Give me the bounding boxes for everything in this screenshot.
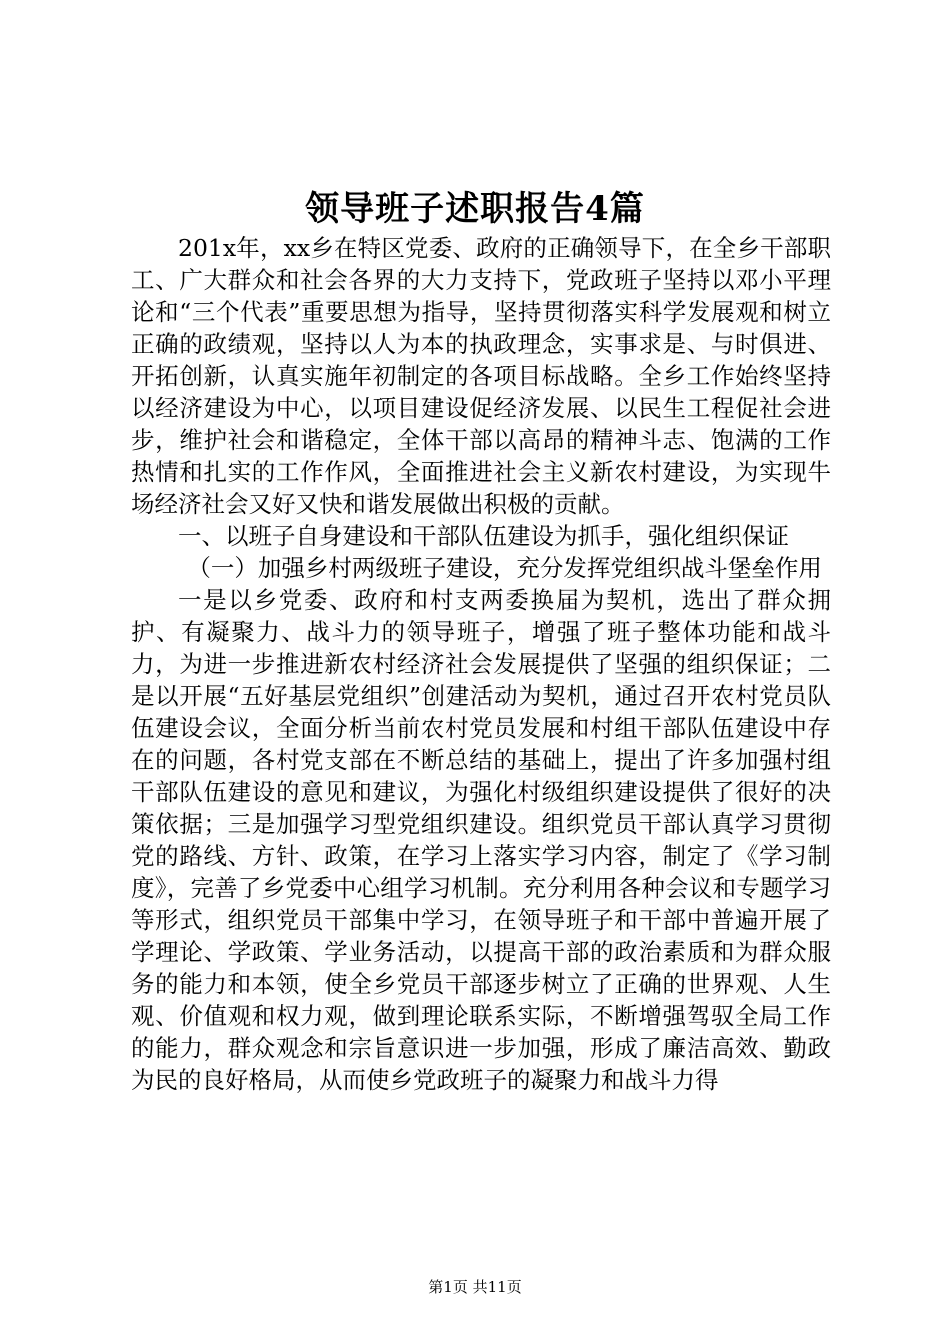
body-paragraph: 一是以乡党委、政府和村支两委换届为契机，选出了群众拥护、有凝聚力、战斗力的领导班子，增强了班子整体功能和战斗力，为进一步推进新农村经济社会发展提供了坚强的组织保证；二是以开展“五好基层党组织”创建活动为契机，通过召开农村党员队伍建设会议，全面分析当前农村党员发展和村组干部队伍建设中存在的问题，各村党支部在不断总结的基础上，提出了许多加强村组干部队伍建设的意见和建议，为强化村级组织建设提供了很好的决策依据；三是加强学习型党组织建设。组织党员干部认真学习贯彻党的路线、方针、政策，在学习上落实学习内容，制定了《学习制度》，完善了乡党委中心组学习机制。充分利用各种会议和专题学习等形式，组织党员干部集中学习，在领导班子和干部中普遍开展了学理论、学政策、学业务活动，以提高干部的政治素质和为群众服务的能力和本领，使全乡党员干部逐步树立了正确的世界观、人生观、价值观和权力观，做到理论联系实际，不断增强驾驭全局工作的能力，群众观念和宗旨意识进一步加强，形成了廉洁高效、勤政为民的良好格局，从而使乡党政班子的凝聚力和战斗力得 (131, 586, 831, 1094)
document-body (131, 232, 831, 1096)
document-title: 领导班子述职报告4篇 (305, 189, 645, 229)
intro-paragraph: 201x年，xx乡在特区党委、政府的正确领导下，在全乡干部职工、广大群众和社会各界的大力支持下，党政班子坚持以邓小平理论和“三个代表”重要思想为指导，坚持贯彻落实科学发展观和树立正确的政绩观，坚持以人为本的执政理念，实事求是、与时俱进、开拓创新，认真实施年初制定的各项目标战略。全乡工作始终坚持以经济建设为中心，以项目建设促经济发展、以民生工程促社会进步，维护社会和谐稳定，全体干部以高昂的精神斗志、饱满的工作热情和扎实的工作作风，全面推进社会主义新农村建设，为实现牛场经济社会又好又快和谐发展做出积极的贡献。 (131, 234, 831, 518)
subsection-heading-1: （一）加强乡村两级班子建设，充分发挥党组织战斗堡垒作用 (187, 554, 822, 582)
page-number-footer: 第1页 共11页 (428, 1278, 522, 1296)
section-heading-1: 一、以班子自身建设和干部队伍建设为抓手，强化组织保证 (178, 522, 789, 550)
